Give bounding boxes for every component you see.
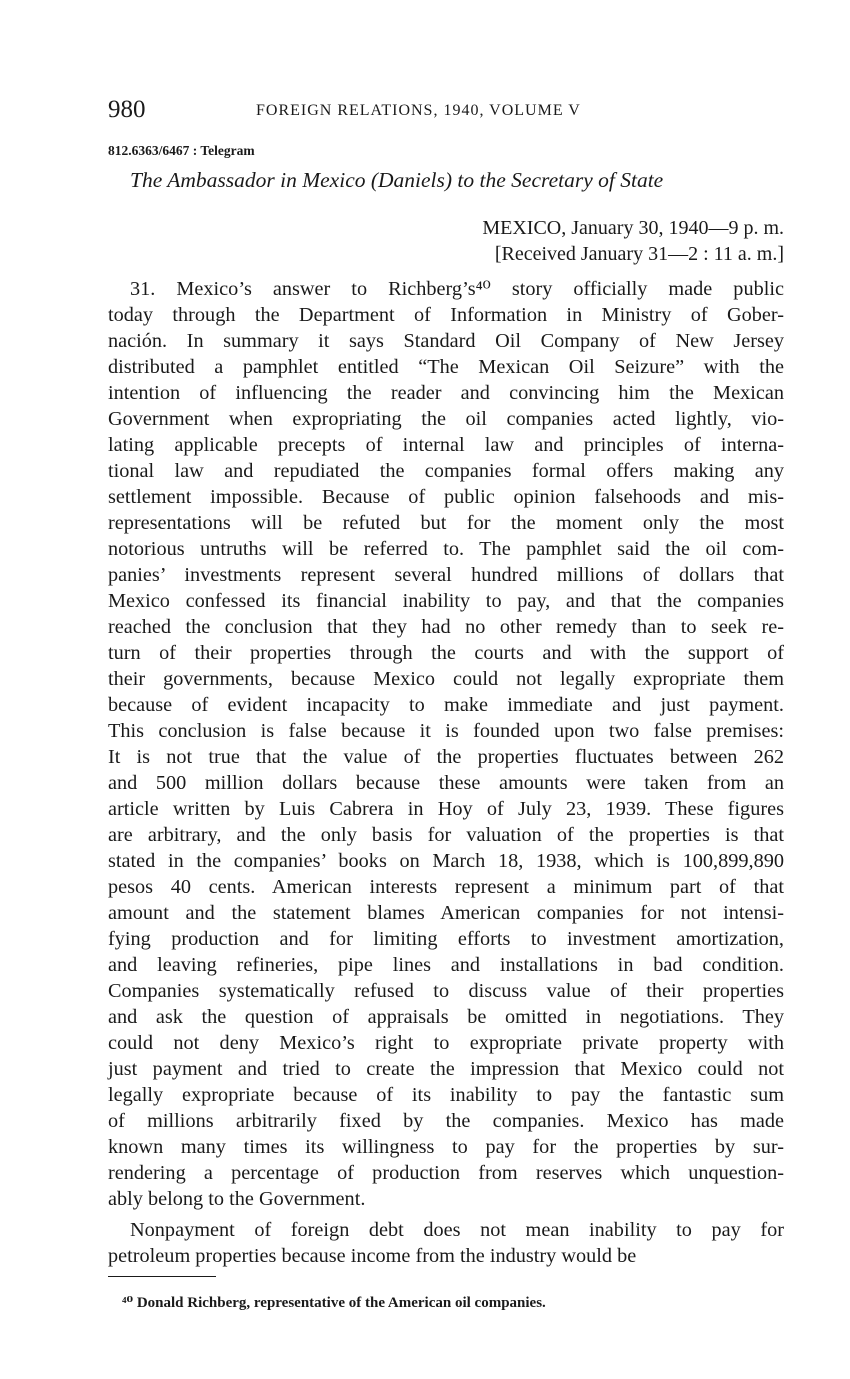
text-line: representations will be refuted but for the moment only the most [108,512,784,534]
text-line: could not deny Mexico’s right to expropriate private property with [108,1032,784,1054]
text-line: because of evident incapacity to make immediate and just payment. [108,694,784,716]
text-line: notorious untruths will be referred to. The pamphlet said the oil com- [108,538,784,560]
paragraph-2 [108,1217,784,1269]
text-line: article written by Luis Cabrera in Hoy of July 23, 1939. These figures [108,798,784,820]
text-line: nación. In summary it says Standard Oil Company of New Jersey [108,330,784,352]
text-line: their governments, because Mexico could not legally expropriate them [108,668,784,690]
text-line: and ask the question of appraisals be omitted in negotiations. They [108,1006,784,1028]
text-line: and leaving refineries, pipe lines and installations in bad condition. [108,954,784,976]
text-line: distributed a pamphlet entitled “The Mexican Oil Seizure” with the [108,356,784,378]
received-line: [Received January 31—2 : 11 a. m.] [494,243,784,265]
text-line: lating applicable precepts of internal law and principles of interna- [108,434,784,456]
text-line: ably belong to the Government. [108,1188,366,1210]
file-reference: 812.6363/6467 : Telegram [108,143,255,158]
text-line: tional law and repudiated the companies formal offers making any [108,460,784,482]
text-line: Companies systematically refused to discuss value of their properties [108,980,784,1002]
text-line: pesos 40 cents. American interests represent a minimum part of that [108,876,784,898]
text-line: intention of influencing the reader and convincing him the Mexican [108,382,784,404]
footnote: ⁴⁰ Donald Richberg, representative of the American oil companies. [122,1295,546,1311]
text-line: Nonpayment of foreign debt does not mean inability to pay for [130,1219,784,1241]
text-line: It is not true that the value of the properties fluctuates between 262 [108,746,784,768]
text-line: panies’ investments represent several hundred millions of dollars that [108,564,784,586]
text-line: fying production and for limiting efforts to investment amortization, [108,928,784,950]
text-line: of millions arbitrarily fixed by the companies. Mexico has made [108,1110,784,1132]
page-header [108,96,784,126]
text-line: just payment and tried to create the impression that Mexico could not [108,1058,784,1080]
text-line: settlement impossible. Because of public opinion falsehoods and mis- [108,486,784,508]
text-line: today through the Department of Information in Ministry of Gober- [108,304,784,326]
text-line: turn of their properties through the courts and with the support of [108,642,784,664]
text-line: stated in the companies’ books on March 18, 1938, which is 100,899,890 [108,850,784,872]
telegram-body [108,276,784,1269]
text-line: petroleum properties because income from the industry would be [108,1245,637,1267]
page-number: 980 [108,96,146,123]
text-line: 31. Mexico’s answer to Richberg’s⁴⁰ story officially made public [130,278,784,300]
text-line: Mexico confessed its financial inability to pay, and that the companies [108,590,784,612]
text-line: rendering a percentage of production from reserves which unquestion- [108,1162,784,1184]
dateline-block [482,215,784,267]
text-line: and 500 million dollars because these amounts were taken from an [108,772,784,794]
text-line: This conclusion is false because it is founded upon two false premises: [108,720,784,742]
text-line: Government when expropriating the oil companies acted lightly, vio- [108,408,784,430]
paragraph-1 [108,276,784,1212]
dateline: MEXICO, January 30, 1940—9 p. m. [482,217,784,239]
text-line: are arbitrary, and the only basis for valuation of the properties is that [108,824,784,846]
document-title: The Ambassador in Mexico (Daniels) to the Secretary of State [130,168,664,192]
text-line: reached the conclusion that they had no other remedy than to seek re- [108,616,784,638]
text-line: legally expropriate because of its inability to pay the fantastic sum [108,1084,784,1106]
running-head: FOREIGN RELATIONS, 1940, VOLUME V [256,102,581,119]
footnote-rule [108,1276,216,1277]
text-line: known many times its willingness to pay for the properties by sur- [108,1136,784,1158]
text-line: amount and the statement blames American companies for not intensi- [108,902,784,924]
